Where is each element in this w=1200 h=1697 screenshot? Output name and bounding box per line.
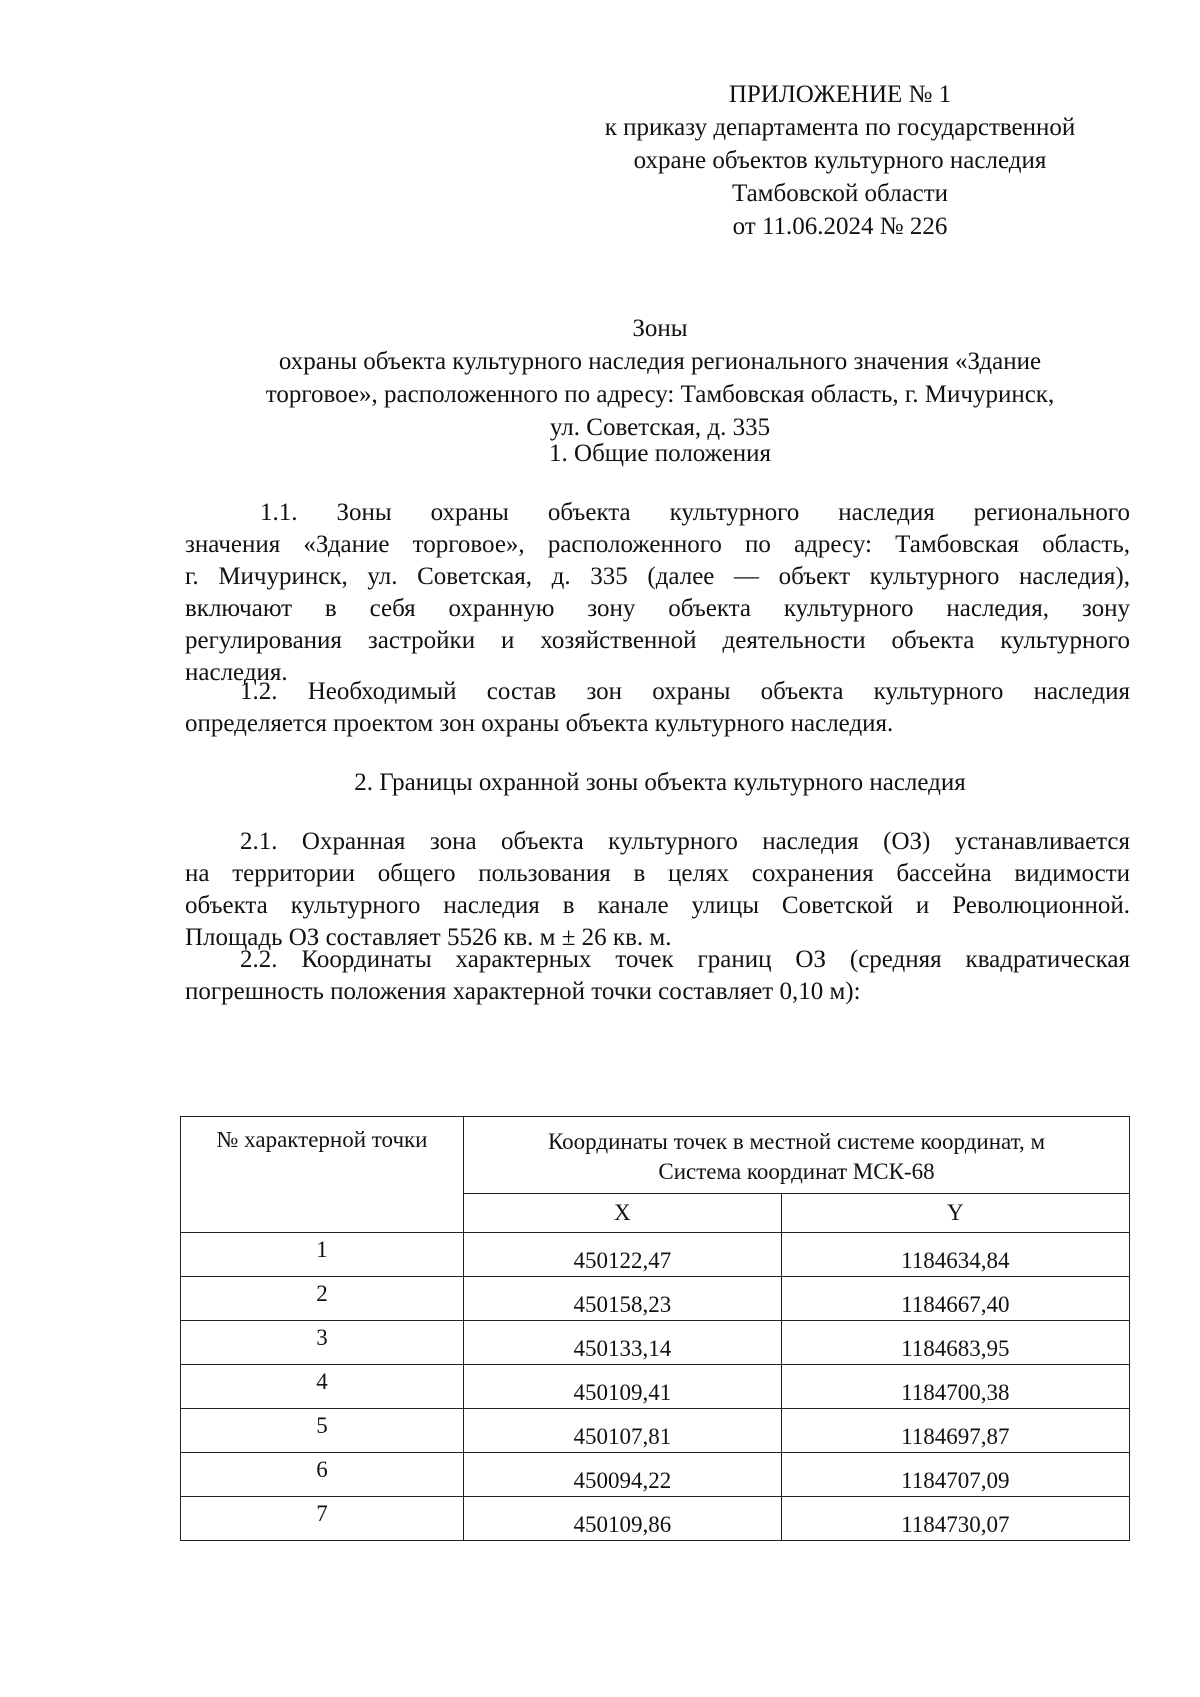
appendix-order-ref: к приказу департамента по государственной (604, 114, 1076, 141)
point-number-cell: 1 (181, 1233, 464, 1277)
appendix-region: Тамбовской области (731, 180, 949, 207)
paragraph-line: Площадь ОЗ составляет 5526 кв. м ± 26 кв. м. (185, 924, 672, 951)
paragraph-line: определяется проектом зон охраны объекта культурного наследия. (185, 710, 894, 737)
paragraph-line: 1.1. Зоны охраны объекта культурного наследия регионального (260, 499, 1130, 526)
paragraph-2-2 (185, 944, 1130, 1008)
y-coordinate-cell: 1184683,95 (781, 1321, 1129, 1365)
title-line-2: охраны объекта культурного наследия регионального значения «Здание (278, 348, 1042, 375)
point-number-cell: 6 (181, 1453, 464, 1497)
coordinates-table (180, 1116, 1130, 1541)
x-coordinate-cell: 450122,47 (464, 1233, 782, 1277)
point-number-cell: 2 (181, 1277, 464, 1321)
x-coordinate-cell: 450158,23 (464, 1277, 782, 1321)
x-coordinate-cell: 450109,41 (464, 1365, 782, 1409)
column-header-coordinates-line-1: Координаты точек в местной системе координат, м (547, 1129, 1045, 1154)
x-coordinate-cell: 450094,22 (464, 1453, 782, 1497)
paragraph-2-1 (185, 826, 1130, 954)
appendix-header (560, 78, 1120, 243)
table-row (181, 1453, 1130, 1497)
appendix-order-ref-2: охране объектов культурного наследия (633, 147, 1047, 174)
paragraph-line: включают в себя охранную зону объекта культурного наследия, зону (185, 595, 1130, 622)
column-header-coordinates (464, 1117, 1130, 1194)
paragraph-1-1 (185, 497, 1130, 689)
point-number-cell: 3 (181, 1321, 464, 1365)
column-header-coordinates-line-2: Система координат МСК-68 (658, 1159, 935, 1184)
title-line-4: ул. Советская, д. 335 (549, 414, 771, 441)
column-header-point-number: № характерной точки (181, 1117, 464, 1233)
table-row (181, 1321, 1130, 1365)
paragraph-line: значения «Здание торговое», расположенного по адресу: Тамбовская область, (185, 531, 1130, 558)
paragraph-line: наследия. (185, 659, 288, 686)
title-line-1: Зоны (632, 315, 688, 342)
point-number-cell: 5 (181, 1409, 464, 1453)
paragraph-line: на территории общего пользования в целях сохранения бассейна видимости (185, 860, 1130, 887)
y-coordinate-cell: 1184730,07 (781, 1497, 1129, 1541)
column-header-y: Y (781, 1194, 1129, 1233)
paragraph-1-2 (185, 676, 1130, 740)
paragraph-line: 1.2. Необходимый состав зон охраны объекта культурного наследия (240, 678, 1130, 705)
column-header-x: X (464, 1194, 782, 1233)
y-coordinate-cell: 1184707,09 (781, 1453, 1129, 1497)
paragraph-line: 2.2. Координаты характерных точек границ ОЗ (средняя квадратическая (240, 946, 1130, 973)
x-coordinate-cell: 450107,81 (464, 1409, 782, 1453)
y-coordinate-cell: 1184697,87 (781, 1409, 1129, 1453)
table-row (181, 1365, 1130, 1409)
table-row (181, 1233, 1130, 1277)
section-2-heading: 2. Границы охранной зоны объекта культурного наследия (354, 769, 966, 796)
point-number-cell: 7 (181, 1497, 464, 1541)
y-coordinate-cell: 1184667,40 (781, 1277, 1129, 1321)
point-number-cell: 4 (181, 1365, 464, 1409)
paragraph-line: объекта культурного наследия в канале улицы Советской и Революционной. (185, 892, 1130, 919)
table-row (181, 1277, 1130, 1321)
title-line-3: торговое», расположенного по адресу: Тамбовская область, г. Мичуринск, (265, 381, 1055, 408)
paragraph-line: г. Мичуринск, ул. Советская, д. 335 (далее — объект культурного наследия), (185, 563, 1130, 590)
paragraph-line: регулирования застройки и хозяйственной деятельности объекта культурного (185, 627, 1130, 654)
section-1-heading: 1. Общие положения (549, 440, 771, 467)
y-coordinate-cell: 1184634,84 (781, 1233, 1129, 1277)
paragraph-line: 2.1. Охранная зона объекта культурного наследия (ОЗ) устанавливается (240, 828, 1130, 855)
table-row (181, 1409, 1130, 1453)
appendix-date-number: от 11.06.2024 № 226 (732, 213, 948, 240)
appendix-title: ПРИЛОЖЕНИЕ № 1 (728, 81, 952, 108)
document-title (180, 312, 1140, 444)
x-coordinate-cell: 450133,14 (464, 1321, 782, 1365)
table-row (181, 1497, 1130, 1541)
x-coordinate-cell: 450109,86 (464, 1497, 782, 1541)
y-coordinate-cell: 1184700,38 (781, 1365, 1129, 1409)
paragraph-line: погрешность положения характерной точки составляет 0,10 м): (185, 978, 861, 1005)
